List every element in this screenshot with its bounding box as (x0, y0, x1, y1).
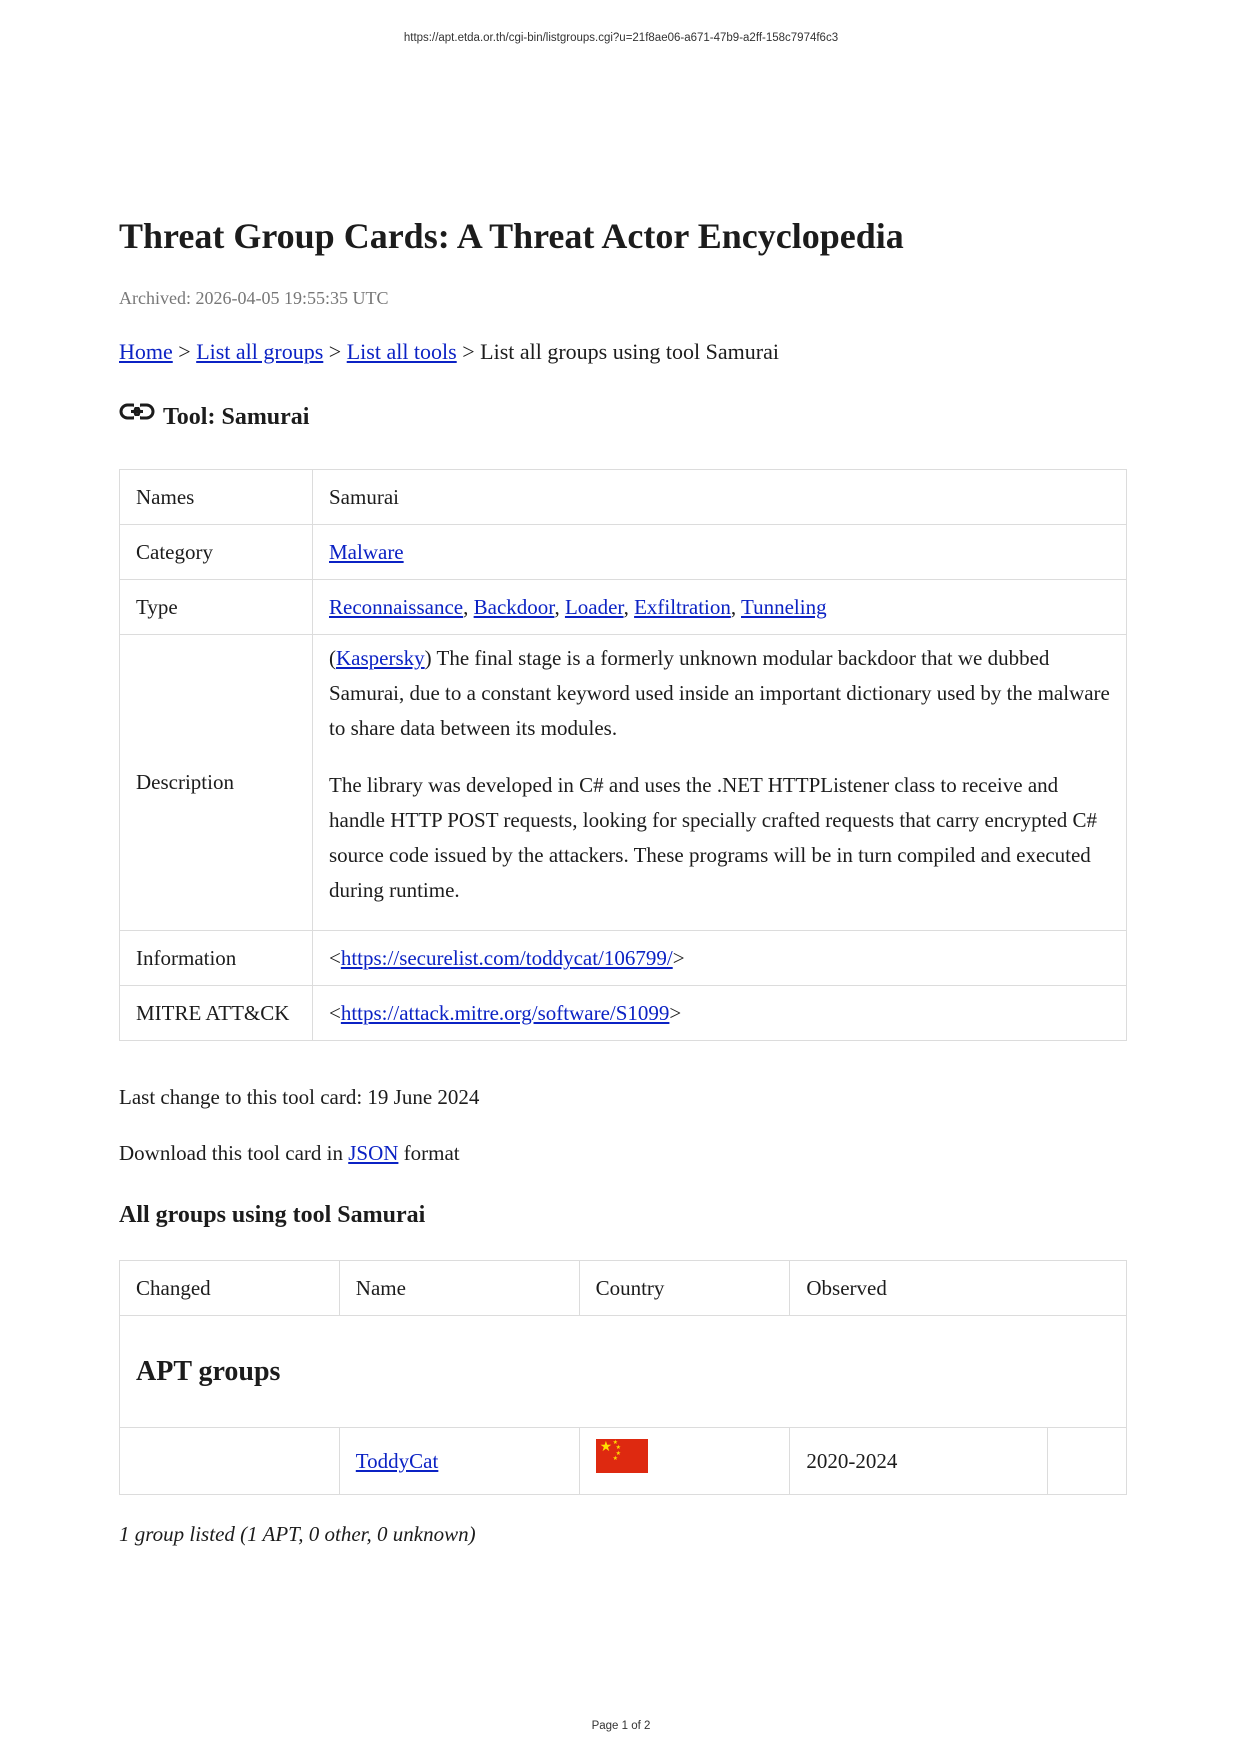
link-icon (119, 401, 155, 423)
description-text: ) The final stage is a formerly unknown modular backdoor that we dubbed Samurai, due to a constant keyword used inside an important dictionary used by the malware to share data between its modules. (329, 646, 1110, 740)
tool-card-table (119, 469, 1127, 1041)
type-link-loader[interactable]: Loader (564, 594, 624, 619)
table-row (120, 470, 1127, 525)
type-separator: , (554, 594, 565, 619)
breadcrumb-groups-link[interactable]: List all groups (196, 339, 324, 364)
name-cell (339, 1428, 579, 1495)
tool-heading-text: Tool: Samurai (163, 404, 310, 430)
type-link-tunneling[interactable]: Tunneling (741, 594, 827, 619)
information-cell (313, 931, 1127, 986)
section-row (120, 1316, 1127, 1428)
angle-close: > (672, 945, 685, 970)
table-row (120, 986, 1127, 1041)
table-row (120, 580, 1127, 635)
category-cell (313, 525, 1127, 580)
observed-cell: 2020-2024 (790, 1428, 1048, 1495)
description-paragraph: The library was developed in C# and uses the .NET HTTPListener class to receive and handle HTTP POST requests, looking for specially crafted requests that carry encrypted C# source code issued by the attackers. These programs will be in turn compiled and executed during runtime. (329, 773, 1098, 902)
type-link-reconnaissance[interactable]: Reconnaissance (329, 594, 464, 619)
securelist-link[interactable]: https://securelist.com/toddycat/106799/ (340, 945, 673, 970)
last-change-text: Last change to this tool card: 19 June 2024 (119, 1085, 480, 1109)
tool-heading (119, 401, 309, 431)
groups-summary: 1 group listed (1 APT, 0 other, 0 unknown) (119, 1522, 476, 1546)
archived-timestamp: Archived: 2026-04-05 19:55:35 UTC (119, 288, 389, 308)
type-link-exfiltration[interactable]: Exfiltration (634, 594, 731, 619)
description-label: Description (120, 635, 313, 931)
kaspersky-source-link[interactable]: Kaspersky (336, 646, 425, 670)
column-header-changed: Changed (120, 1261, 340, 1316)
names-value: Samurai (313, 470, 1127, 525)
breadcrumb (119, 340, 779, 364)
type-separator: , (463, 594, 474, 619)
group-link-toddycat[interactable]: ToddyCat (355, 1448, 439, 1473)
section-title-apt-groups: APT groups (120, 1316, 1127, 1428)
type-separator: , (730, 594, 741, 619)
download-suffix: format (398, 1141, 460, 1165)
page-number: Page 1 of 2 (591, 1720, 651, 1732)
country-cell (579, 1428, 790, 1495)
empty-cell (1048, 1428, 1127, 1495)
column-header-observed: Observed (790, 1261, 1127, 1316)
breadcrumb-separator: > (172, 339, 197, 364)
angle-close: > (669, 1000, 682, 1025)
download-prefix: Download this tool card in (119, 1141, 349, 1165)
description-cell (313, 635, 1127, 931)
mitre-cell (313, 986, 1127, 1041)
type-link-backdoor[interactable]: Backdoor (473, 594, 555, 619)
table-row (120, 931, 1127, 986)
table-header-row (120, 1261, 1127, 1316)
category-link[interactable]: Malware (329, 539, 404, 564)
page-title: Threat Group Cards: A Threat Actor Encyclopedia (119, 216, 904, 256)
table-row (120, 1428, 1127, 1495)
mitre-label: MITRE ATT&CK (120, 986, 313, 1041)
angle-open: < (329, 1000, 341, 1025)
groups-table (119, 1260, 1127, 1495)
table-row (120, 635, 1127, 931)
names-label: Names (120, 470, 313, 525)
type-label: Type (120, 580, 313, 635)
category-label: Category (120, 525, 313, 580)
breadcrumb-separator: > (323, 339, 347, 364)
table-row (120, 525, 1127, 580)
groups-heading: All groups using tool Samurai (119, 1202, 426, 1228)
paren-open: ( (329, 646, 336, 670)
type-separator: , (623, 594, 635, 619)
column-header-name: Name (339, 1261, 579, 1316)
angle-open: < (329, 945, 341, 970)
flag-china-icon: ★ ★ ★ ★ ★ (596, 1439, 648, 1473)
description-paragraph (329, 641, 1110, 746)
breadcrumb-home-link[interactable]: Home (119, 339, 173, 364)
mitre-link[interactable]: https://attack.mitre.org/software/S1099 (340, 1000, 670, 1025)
type-cell (313, 580, 1127, 635)
breadcrumb-current: List all groups using tool Samurai (480, 339, 779, 364)
column-header-country: Country (579, 1261, 790, 1316)
information-label: Information (120, 931, 313, 986)
changed-cell (120, 1428, 340, 1495)
download-line (119, 1141, 460, 1165)
breadcrumb-separator: > (456, 339, 481, 364)
breadcrumb-tools-link[interactable]: List all tools (346, 339, 457, 364)
json-download-link[interactable]: JSON (348, 1141, 399, 1165)
page-url: https://apt.etda.or.th/cgi-bin/listgroups.cgi?u=21f8ae06-a671-47b9-a2ff-158c7974f6c3 (403, 32, 839, 44)
